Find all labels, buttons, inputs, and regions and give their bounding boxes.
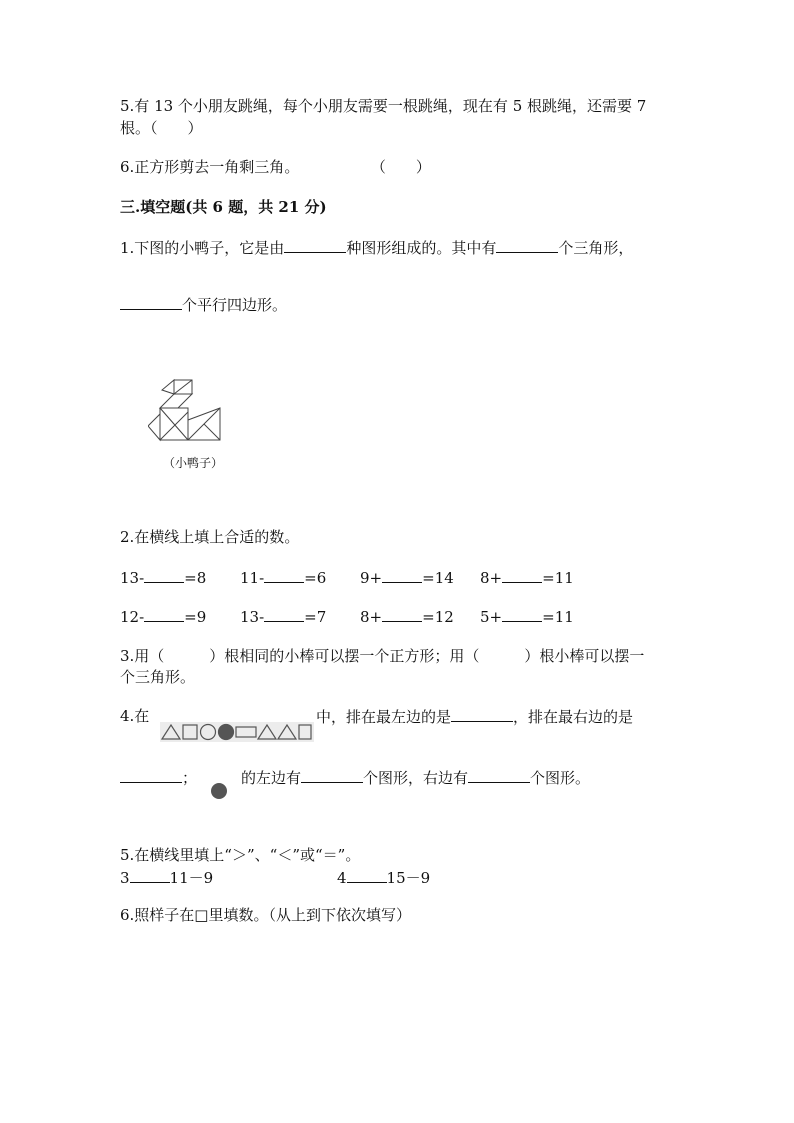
triangle-icon — [162, 725, 180, 739]
eq-blank[interactable] — [382, 567, 422, 583]
eq-blank[interactable] — [382, 606, 422, 622]
rectangle-icon — [236, 727, 256, 737]
q4-line2-mid2: 个图形，右边有 — [363, 769, 469, 787]
compare-left: 4 — [337, 869, 347, 887]
q1-part2: 种图形组成的。其中有 — [346, 239, 497, 257]
eq-pre: 8+ — [480, 569, 503, 587]
circle-icon — [201, 725, 216, 740]
judge-q6-text: 6.正方形剪去一角剩三角。 — [120, 158, 300, 176]
q4-blank-rightmost[interactable] — [120, 767, 182, 783]
q2-eq — [360, 606, 454, 626]
eq-pre: 9+ — [360, 569, 383, 587]
duck-tangram-figure — [148, 378, 224, 444]
q3-line2: 个三角形。 — [120, 668, 196, 686]
q4-shape-strip — [160, 722, 314, 742]
q1-blank-parallelograms[interactable] — [120, 294, 182, 310]
judge-q5-line1: 5.有 13 个小朋友跳绳，每个小朋友需要一根跳绳，现在有 5 根跳绳，还需要 7 — [120, 97, 647, 115]
q2-eq — [240, 567, 326, 587]
q4-mid1: 中，排在最左边的是 — [316, 708, 452, 726]
q1-blank-triangles[interactable] — [496, 237, 558, 253]
eq-post: =9 — [184, 608, 207, 626]
eq-post: =12 — [422, 608, 454, 626]
eq-pre: 13- — [240, 608, 265, 626]
q2-eq — [480, 606, 574, 626]
eq-blank[interactable] — [144, 567, 184, 583]
q5-compare-1 — [120, 867, 213, 888]
q1-part3: 个三角形， — [558, 239, 634, 257]
filled-circle-icon — [211, 783, 227, 799]
q1-line1 — [120, 237, 633, 258]
square-icon — [183, 725, 197, 739]
eq-post: =6 — [304, 569, 327, 587]
q1-blank-kinds[interactable] — [284, 237, 346, 253]
q4-blank-right-count[interactable] — [468, 767, 530, 783]
eq-blank[interactable] — [264, 606, 304, 622]
section-3-title: 三.填空题(共 6 题，共 21 分) — [120, 198, 327, 216]
q2-title: 2.在横线上填上合适的数。 — [120, 528, 300, 546]
q4-line2-mid: 的左边有 — [241, 769, 302, 787]
triangle-icon — [278, 725, 296, 739]
eq-pre: 11- — [240, 569, 265, 587]
eq-post: =7 — [304, 608, 327, 626]
compare-blank[interactable] — [130, 867, 170, 883]
q1-line2 — [120, 294, 287, 315]
eq-pre: 8+ — [360, 608, 383, 626]
eq-pre: 12- — [120, 608, 145, 626]
q1-part4: 个平行四边形。 — [182, 296, 288, 314]
eq-blank[interactable] — [502, 606, 542, 622]
compare-blank[interactable] — [347, 867, 387, 883]
q4-line1 — [120, 706, 149, 726]
filled-circle-icon — [219, 725, 234, 740]
q2-eq — [120, 606, 206, 626]
square-icon — [299, 725, 311, 739]
compare-right: 11－9 — [169, 869, 214, 887]
q4-sep: ； — [182, 769, 198, 787]
judge-q6 — [120, 157, 431, 177]
q4-blank-leftmost[interactable] — [451, 706, 513, 722]
q4-line2 — [120, 767, 590, 788]
q2-eq — [480, 567, 574, 587]
compare-right: 15－9 — [386, 869, 431, 887]
q2-eq — [240, 606, 326, 626]
triangle-icon — [258, 725, 276, 739]
eq-blank[interactable] — [502, 567, 542, 583]
q4-mid2: ，排在最右边的是 — [513, 708, 634, 726]
q3-line1: 3.用（ ）根相同的小棒可以摆一个正方形；用（ ）根小棒可以摆一 — [120, 647, 645, 665]
q5-title: 5.在横线里填上“＞”、“＜”或“＝”。 — [120, 846, 361, 864]
q2-eq — [120, 567, 206, 587]
compare-left: 3 — [120, 869, 130, 887]
q4-line1-rest — [316, 706, 633, 727]
q2-eq — [360, 567, 454, 587]
eq-pre: 13- — [120, 569, 145, 587]
q4-pre: 4.在 — [120, 707, 150, 725]
eq-blank[interactable] — [144, 606, 184, 622]
duck-caption: （小鸭子） — [163, 456, 224, 470]
q6-title: 6.照样子在□里填数。（从上到下依次填写） — [120, 906, 411, 924]
eq-post: =11 — [542, 569, 574, 587]
q4-line2-end: 个图形。 — [530, 769, 591, 787]
q4-blank-left-count[interactable] — [301, 767, 363, 783]
eq-post: =8 — [184, 569, 207, 587]
q1-part1: 1.下图的小鸭子，它是由 — [120, 239, 285, 257]
eq-blank[interactable] — [264, 567, 304, 583]
eq-pre: 5+ — [480, 608, 503, 626]
judge-q6-paren: （ ） — [370, 158, 431, 176]
q5-compare-2 — [337, 867, 430, 888]
eq-post: =11 — [542, 608, 574, 626]
eq-post: =14 — [422, 569, 454, 587]
judge-q5-line2: 根。（ ） — [120, 119, 203, 137]
